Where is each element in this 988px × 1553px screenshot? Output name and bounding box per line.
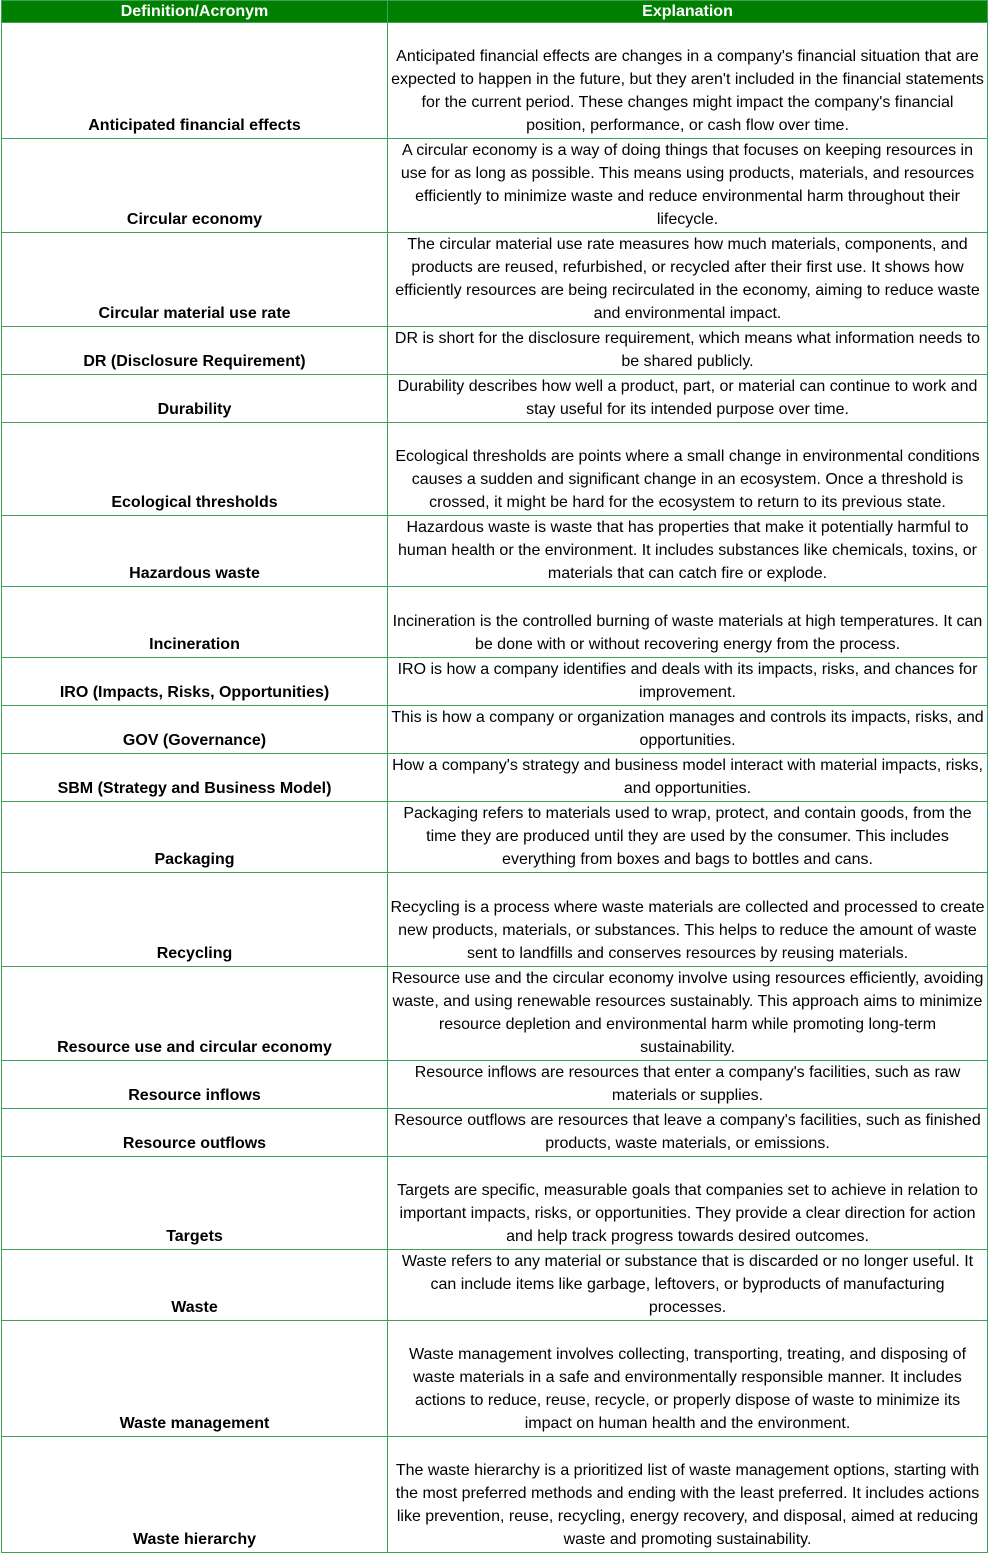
table-row — [2, 1321, 988, 1437]
explanation-cell: Waste management involves collecting, transporting, treating, and disposing of waste materials in a safe and environmentally responsible manner. It includes actions to reduce, reuse, recycle, or properly dispose of waste to minimize its impact on human health and the environment. — [388, 1321, 988, 1437]
explanation-cell: Durability describes how well a product, part, or material can continue to work and stay useful for its intended purpose over time. — [388, 375, 988, 423]
term-cell: IRO (Impacts, Risks, Opportunities) — [2, 658, 388, 706]
explanation-cell: How a company's strategy and business model interact with material impacts, risks, and opportunities. — [388, 754, 988, 802]
table-row — [2, 587, 988, 658]
term-cell: Incineration — [2, 587, 388, 658]
term-cell: Ecological thresholds — [2, 423, 388, 516]
table-row — [2, 658, 988, 706]
table-row — [2, 802, 988, 873]
term-cell: Resource inflows — [2, 1061, 388, 1109]
table-row — [2, 967, 988, 1061]
term-cell: Durability — [2, 375, 388, 423]
table-row — [2, 706, 988, 754]
explanation-cell: Ecological thresholds are points where a small change in environmental conditions causes a sudden and significant change in an ecosystem. Once a threshold is crossed, it might be hard for the ecosystem to return to its previous state. — [388, 423, 988, 516]
explanation-cell: Resource outflows are resources that leave a company's facilities, such as finished products, waste materials, or emissions. — [388, 1109, 988, 1157]
table-row — [2, 516, 988, 587]
table-row — [2, 233, 988, 327]
table-row — [2, 873, 988, 967]
term-cell: GOV (Governance) — [2, 706, 388, 754]
explanation-cell: Incineration is the controlled burning of waste materials at high temperatures. It can be done with or without recovering energy from the process. — [388, 587, 988, 658]
table-row — [2, 139, 988, 233]
term-cell: Recycling — [2, 873, 388, 967]
table-row — [2, 1157, 988, 1250]
explanation-cell: DR is short for the disclosure requirement, which means what information needs to be shared publicly. — [388, 327, 988, 375]
table-row — [2, 1109, 988, 1157]
term-cell: DR (Disclosure Requirement) — [2, 327, 388, 375]
term-cell: Packaging — [2, 802, 388, 873]
glossary-table — [1, 0, 988, 1553]
table-row — [2, 754, 988, 802]
table-row — [2, 327, 988, 375]
explanation-cell: Anticipated financial effects are changes in a company's financial situation that are expected to happen in the future, but they aren't included in the financial statements for the current period. These changes might impact the company's financial position, performance, or cash flow over time. — [388, 23, 988, 139]
term-cell: Waste — [2, 1250, 388, 1321]
explanation-cell: Packaging refers to materials used to wrap, protect, and contain goods, from the time they are produced until they are used by the consumer. This includes everything from boxes and bags to bottles and cans. — [388, 802, 988, 873]
explanation-cell: A circular economy is a way of doing things that focuses on keeping resources in use for as long as possible. This means using products, materials, and resources efficiently to minimize waste and reduce environmental harm throughout their lifecycle. — [388, 139, 988, 233]
explanation-cell: The waste hierarchy is a prioritized list of waste management options, starting with the most preferred methods and ending with the least preferred. It includes actions like prevention, reuse, recycling, energy recovery, and disposal, aimed at reducing waste and promoting sustainability. — [388, 1437, 988, 1553]
term-cell: Targets — [2, 1157, 388, 1250]
table-row — [2, 423, 988, 516]
explanation-cell: Resource inflows are resources that enter a company's facilities, such as raw materials or supplies. — [388, 1061, 988, 1109]
table-row — [2, 1437, 988, 1553]
term-cell: Resource outflows — [2, 1109, 388, 1157]
explanation-cell: Waste refers to any material or substance that is discarded or no longer useful. It can include items like garbage, leftovers, or byproducts of manufacturing processes. — [388, 1250, 988, 1321]
explanation-cell: The circular material use rate measures how much materials, components, and products are reused, refurbished, or recycled after their first use. It shows how efficiently resources are being recirculated in the economy, aiming to reduce waste and environmental impact. — [388, 233, 988, 327]
header-row — [2, 1, 988, 23]
table-row — [2, 375, 988, 423]
explanation-cell: This is how a company or organization manages and controls its impacts, risks, and opportunities. — [388, 706, 988, 754]
term-cell: Resource use and circular economy — [2, 967, 388, 1061]
explanation-cell: IRO is how a company identifies and deals with its impacts, risks, and chances for improvement. — [388, 658, 988, 706]
explanation-cell: Hazardous waste is waste that has properties that make it potentially harmful to human health or the environment. It includes substances like chemicals, toxins, or materials that can catch fire or explode. — [388, 516, 988, 587]
term-cell: Hazardous waste — [2, 516, 388, 587]
term-cell: SBM (Strategy and Business Model) — [2, 754, 388, 802]
table-row — [2, 1250, 988, 1321]
term-cell: Waste hierarchy — [2, 1437, 388, 1553]
explanation-cell: Targets are specific, measurable goals that companies set to achieve in relation to important impacts, risks, or opportunities. They provide a clear direction for action and help track progress towards desired outcomes. — [388, 1157, 988, 1250]
explanation-cell: Resource use and the circular economy involve using resources efficiently, avoiding waste, and using renewable resources sustainably. This approach aims to minimize resource depletion and environmental harm while promoting long-term sustainability. — [388, 967, 988, 1061]
column-header-explanation: Explanation — [388, 1, 988, 23]
table-row — [2, 1061, 988, 1109]
explanation-cell: Recycling is a process where waste materials are collected and processed to create new products, materials, or substances. This helps to reduce the amount of waste sent to landfills and conserves resources by reusing materials. — [388, 873, 988, 967]
term-cell: Waste management — [2, 1321, 388, 1437]
term-cell: Circular economy — [2, 139, 388, 233]
term-cell: Anticipated financial effects — [2, 23, 388, 139]
term-cell: Circular material use rate — [2, 233, 388, 327]
column-header-term: Definition/Acronym — [2, 1, 388, 23]
table-row — [2, 23, 988, 139]
